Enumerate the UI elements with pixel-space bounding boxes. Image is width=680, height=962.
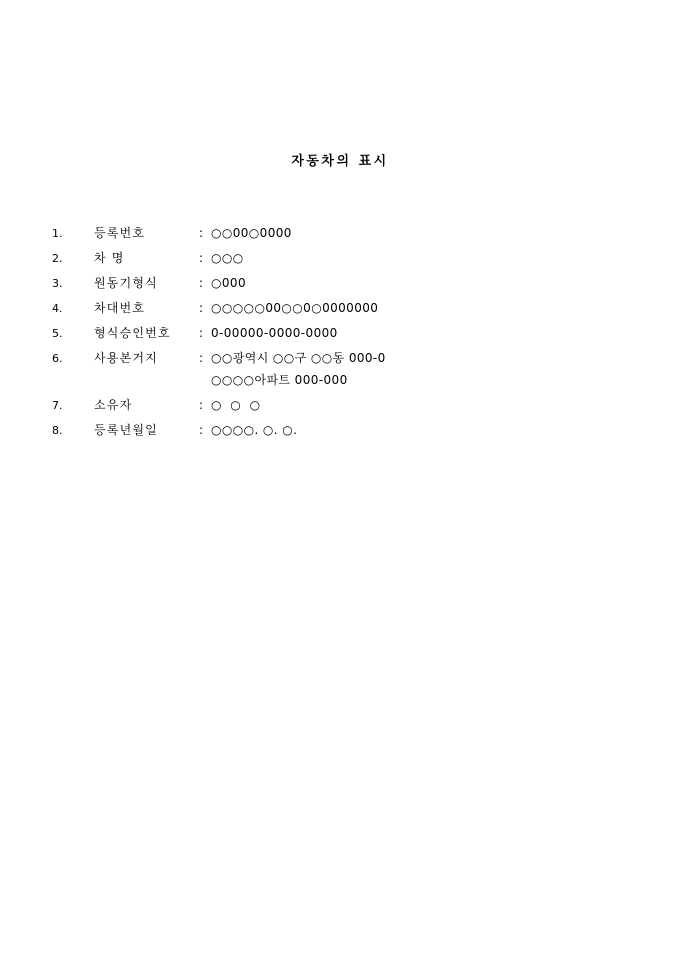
list-item: [52, 326, 652, 341]
item-value-line2: ○○○○아파트 000-000: [211, 373, 348, 387]
item-label-type-approval-number: 형식승인번호: [94, 326, 171, 340]
item-label-vehicle-name: 차 명: [94, 251, 125, 265]
item-label-registration-date: 등록년월일: [94, 423, 158, 437]
item-colon: :: [199, 301, 204, 315]
item-number: 7.: [52, 399, 63, 412]
item-number: 3.: [52, 277, 63, 290]
item-value: ○○광역시 ○○구 ○○동 000-0: [211, 351, 386, 365]
item-label-base-location: 사용본거지: [94, 351, 158, 365]
item-number: 2.: [52, 252, 63, 265]
item-label-chassis-number: 차대번호: [94, 301, 146, 315]
item-number: 1.: [52, 227, 63, 240]
item-value: ○○○○. ○. ○.: [211, 423, 298, 437]
item-value: ○ ○ ○: [211, 398, 263, 412]
item-value: ○○○: [211, 251, 244, 265]
item-value: 0-00000-0000-0000: [211, 326, 338, 340]
item-value-group: [211, 226, 652, 241]
item-number: 4.: [52, 302, 63, 315]
item-label-owner: 소유자: [94, 398, 133, 412]
item-colon: :: [199, 423, 204, 437]
item-colon: :: [199, 276, 204, 290]
item-colon: :: [199, 398, 204, 412]
item-value-group: [211, 326, 652, 341]
item-value-group: [211, 301, 652, 316]
list-item: [52, 351, 652, 388]
item-label-engine-type: 원동기형식: [94, 276, 158, 290]
item-value: ○○○○○00○○0○0000000: [211, 301, 379, 315]
item-value-group: [211, 351, 652, 388]
item-value: ○000: [211, 276, 246, 290]
list-item: [52, 276, 652, 291]
item-value-group: [211, 423, 652, 438]
list-item: [52, 423, 652, 438]
list-item: [52, 301, 652, 316]
item-colon: :: [199, 351, 204, 365]
item-value-group: [211, 251, 652, 266]
list-item: [52, 251, 652, 266]
item-colon: :: [199, 251, 204, 265]
item-number: 5.: [52, 327, 63, 340]
page-title: 자동차의 표시: [291, 154, 389, 169]
item-label-registration-number: 등록번호: [94, 226, 146, 240]
item-colon: :: [199, 326, 204, 340]
item-number: 6.: [52, 352, 63, 365]
list-item: [52, 398, 652, 413]
list-item: [52, 226, 652, 241]
item-value: ○○00○0000: [211, 226, 292, 240]
item-number: 8.: [52, 424, 63, 437]
item-value-group: [211, 398, 652, 413]
item-colon: :: [199, 226, 204, 240]
vehicle-info-list: [52, 226, 652, 448]
item-value-group: [211, 276, 652, 291]
